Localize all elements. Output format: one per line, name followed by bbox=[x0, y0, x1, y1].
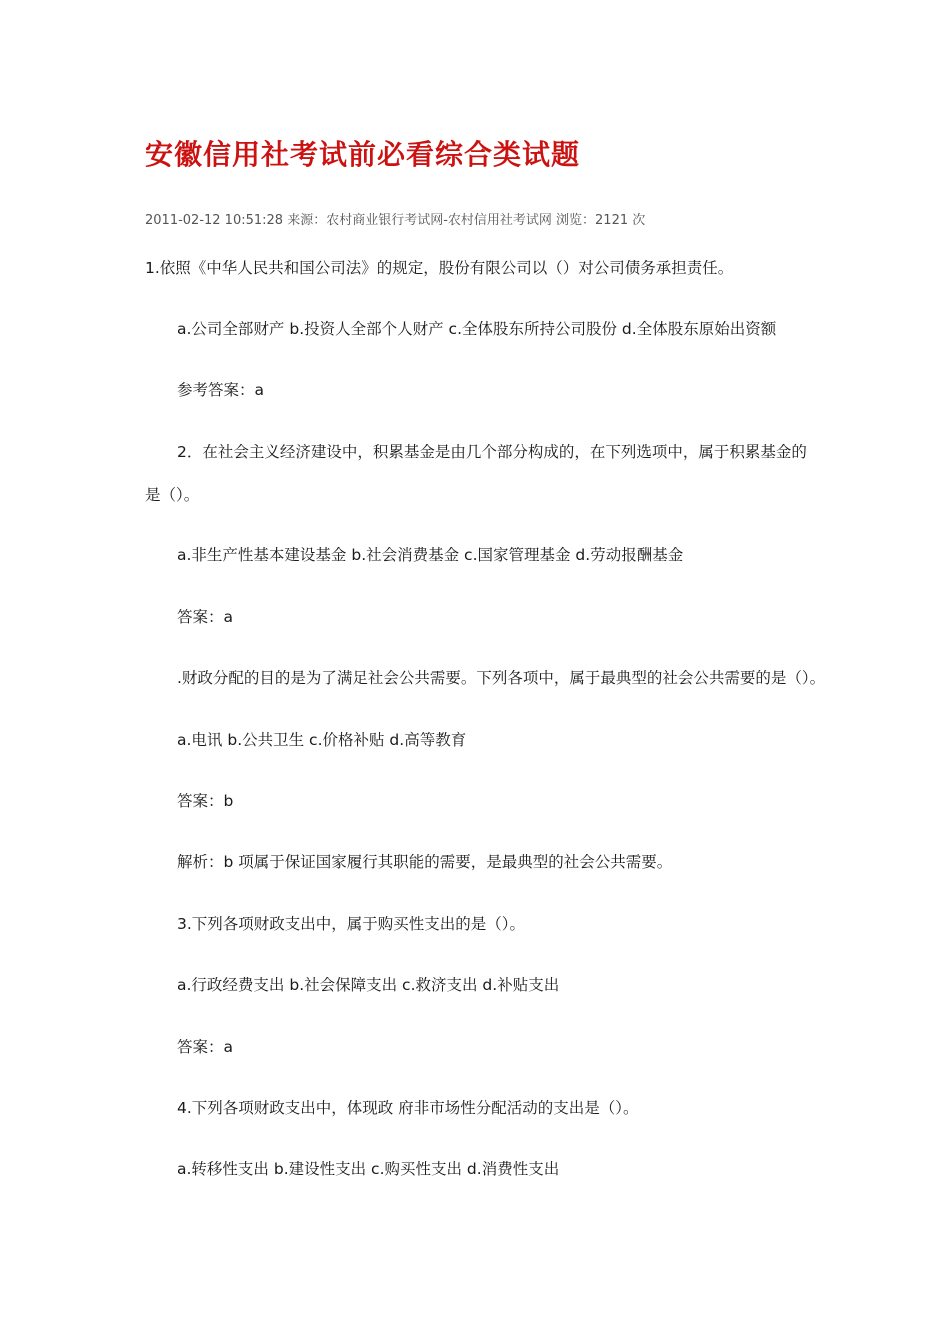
question-3: 3.下列各项财政支出中，属于购买性支出的是（）。 bbox=[177, 915, 526, 933]
question-1-options: a.公司全部财产 b.投资人全部个人财产 c.全体股东所持公司股份 d.全体股东原始出资额 bbox=[177, 320, 777, 338]
question-1-answer: 参考答案：a bbox=[177, 381, 264, 399]
question-2-options: a.非生产性基本建设基金 b.社会消费基金 c.国家管理基金 d.劳动报酬基金 bbox=[177, 546, 684, 564]
publish-meta: 2011-02-12 10:51:28 来源：农村商业银行考试网-农村信用社考试网 浏览：2121 次 bbox=[145, 213, 646, 228]
question-2-continued: 是（）。 bbox=[145, 486, 200, 504]
question-finance-options: a.电讯 b.公共卫生 c.价格补贴 d.高等教育 bbox=[177, 731, 467, 749]
question-finance: .财政分配的目的是为了满足社会公共需要。下列各项中，属于最典型的社会公共需要的是（）。 bbox=[177, 669, 826, 687]
question-2-answer: 答案：a bbox=[177, 608, 233, 626]
question-finance-answer: 答案：b bbox=[177, 792, 234, 810]
question-3-options: a.行政经费支出 b.社会保障支出 c.救济支出 d.补贴支出 bbox=[177, 976, 560, 994]
question-2: 2．在社会主义经济建设中，积累基金是由几个部分构成的，在下列选项中，属于积累基金的 bbox=[177, 443, 807, 461]
question-4: 4.下列各项财政支出中，体现政 府非市场性分配活动的支出是（）。 bbox=[177, 1099, 639, 1117]
document-title: 安徽信用社考试前必看综合类试题 bbox=[145, 138, 581, 171]
question-finance-explanation: 解析：b 项属于保证国家履行其职能的需要，是最典型的社会公共需要。 bbox=[177, 853, 673, 871]
question-1: 1.依照《中华人民共和国公司法》的规定，股份有限公司以（）对公司债务承担责任。 bbox=[145, 259, 734, 277]
question-4-options: a.转移性支出 b.建设性支出 c.购买性支出 d.消费性支出 bbox=[177, 1160, 560, 1178]
question-3-answer: 答案：a bbox=[177, 1038, 233, 1056]
